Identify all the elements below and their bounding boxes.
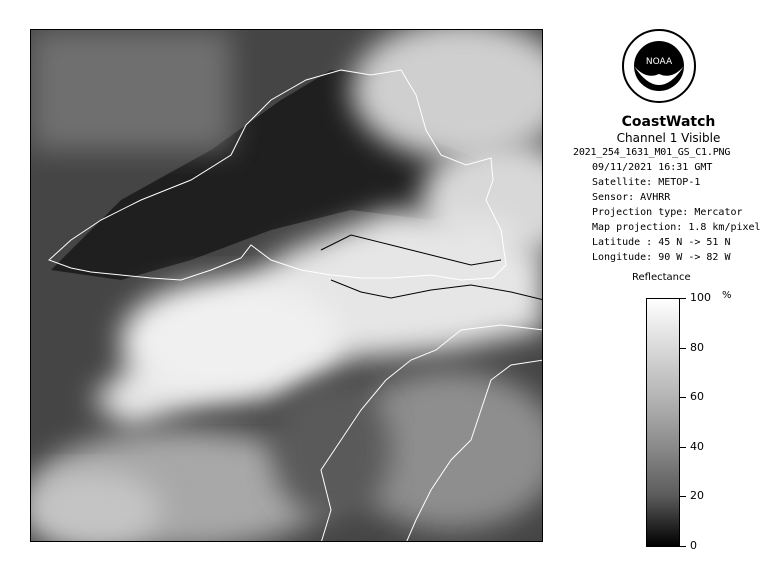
colorbar-tick — [680, 397, 686, 398]
filename-label: 2021_254_1631_M01_GS_C1.PNG — [573, 147, 731, 158]
product-title: CoastWatch — [621, 114, 716, 130]
noaa-logo — [620, 18, 698, 114]
satellite-image — [30, 29, 543, 542]
satellite-label: Satellite: METOP-1 — [592, 177, 701, 188]
sensor-label: Sensor: AVHRR — [592, 192, 671, 203]
colorbar-tick-label: 40 — [690, 439, 704, 453]
map-projection-label: Map projection: 1.8 km/pixel — [592, 222, 761, 233]
legend-unit: % — [722, 290, 732, 301]
colorbar-tick-label: 60 — [690, 390, 704, 404]
colorbar-tick-label: 0 — [690, 539, 697, 552]
colorbar-tick — [680, 348, 686, 349]
reflectance-colorbar — [646, 298, 680, 547]
colorbar-tick-label: 100 — [690, 291, 711, 304]
datetime-label: 09/11/2021 16:31 GMT — [592, 162, 713, 173]
colorbar-tick-label: 80 — [690, 340, 704, 354]
longitude-label: Longitude: 90 W -> 82 W — [592, 252, 731, 263]
legend-title: Reflectance — [632, 272, 691, 283]
colorbar-tick — [680, 298, 686, 299]
channel-label: Channel 1 Visible — [616, 131, 721, 145]
colorbar-tick-label: 20 — [690, 489, 704, 503]
colorbar-tick — [680, 496, 686, 497]
latitude-label: Latitude : 45 N -> 51 N — [592, 237, 731, 248]
noaa-logo-text: NOAA — [645, 57, 673, 67]
satellite-map-svg — [31, 30, 543, 542]
colorbar-tick — [680, 546, 686, 547]
info-panel — [560, 114, 782, 265]
colorbar-tick — [680, 447, 686, 448]
projection-type-label: Projection type: Mercator — [592, 207, 743, 218]
